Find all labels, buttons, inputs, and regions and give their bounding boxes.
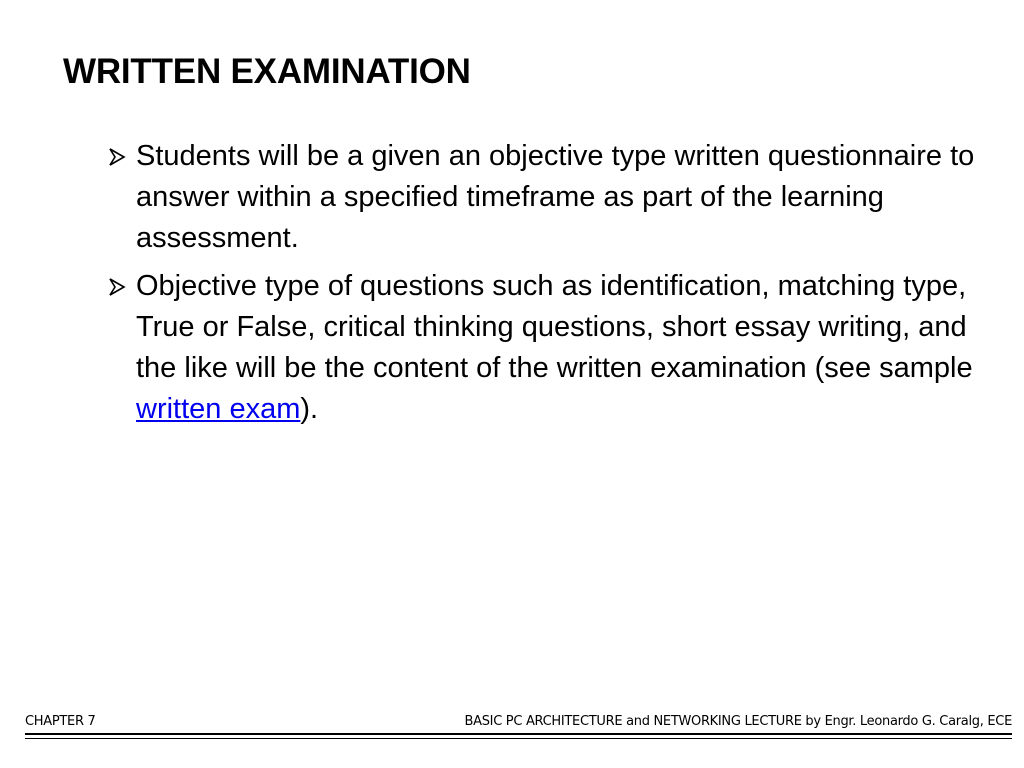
arrow-bullet-icon — [106, 146, 128, 168]
slide-footer — [25, 714, 1012, 740]
bullet-text: Students will be a given an objective type written questionnaire to answer within a specified timeframe as part of the learning assessment. — [136, 140, 975, 254]
footer-divider — [25, 733, 1012, 735]
arrow-bullet-icon — [106, 276, 128, 298]
footer-chapter: CHAPTER 7 — [25, 714, 96, 729]
slide-title: WRITTEN EXAMINATION — [63, 52, 471, 91]
footer-course-credit: BASIC PC ARCHITECTURE and NETWORKING LECTURE by Engr. Leonardo G. Caralg, ECE — [464, 714, 1012, 729]
bullet-item-1 — [104, 136, 994, 259]
bullet-text: Objective type of questions such as identification, matching type, True or False, critical thinking questions, short essay writing, and the like will be the content of the written examination (see sample — [136, 270, 973, 384]
bullet-list — [104, 136, 994, 437]
written-exam-link[interactable]: written exam — [136, 393, 301, 425]
footer-divider — [25, 738, 1012, 739]
bullet-item-2 — [104, 266, 994, 430]
bullet-text-end: ). — [300, 393, 319, 425]
